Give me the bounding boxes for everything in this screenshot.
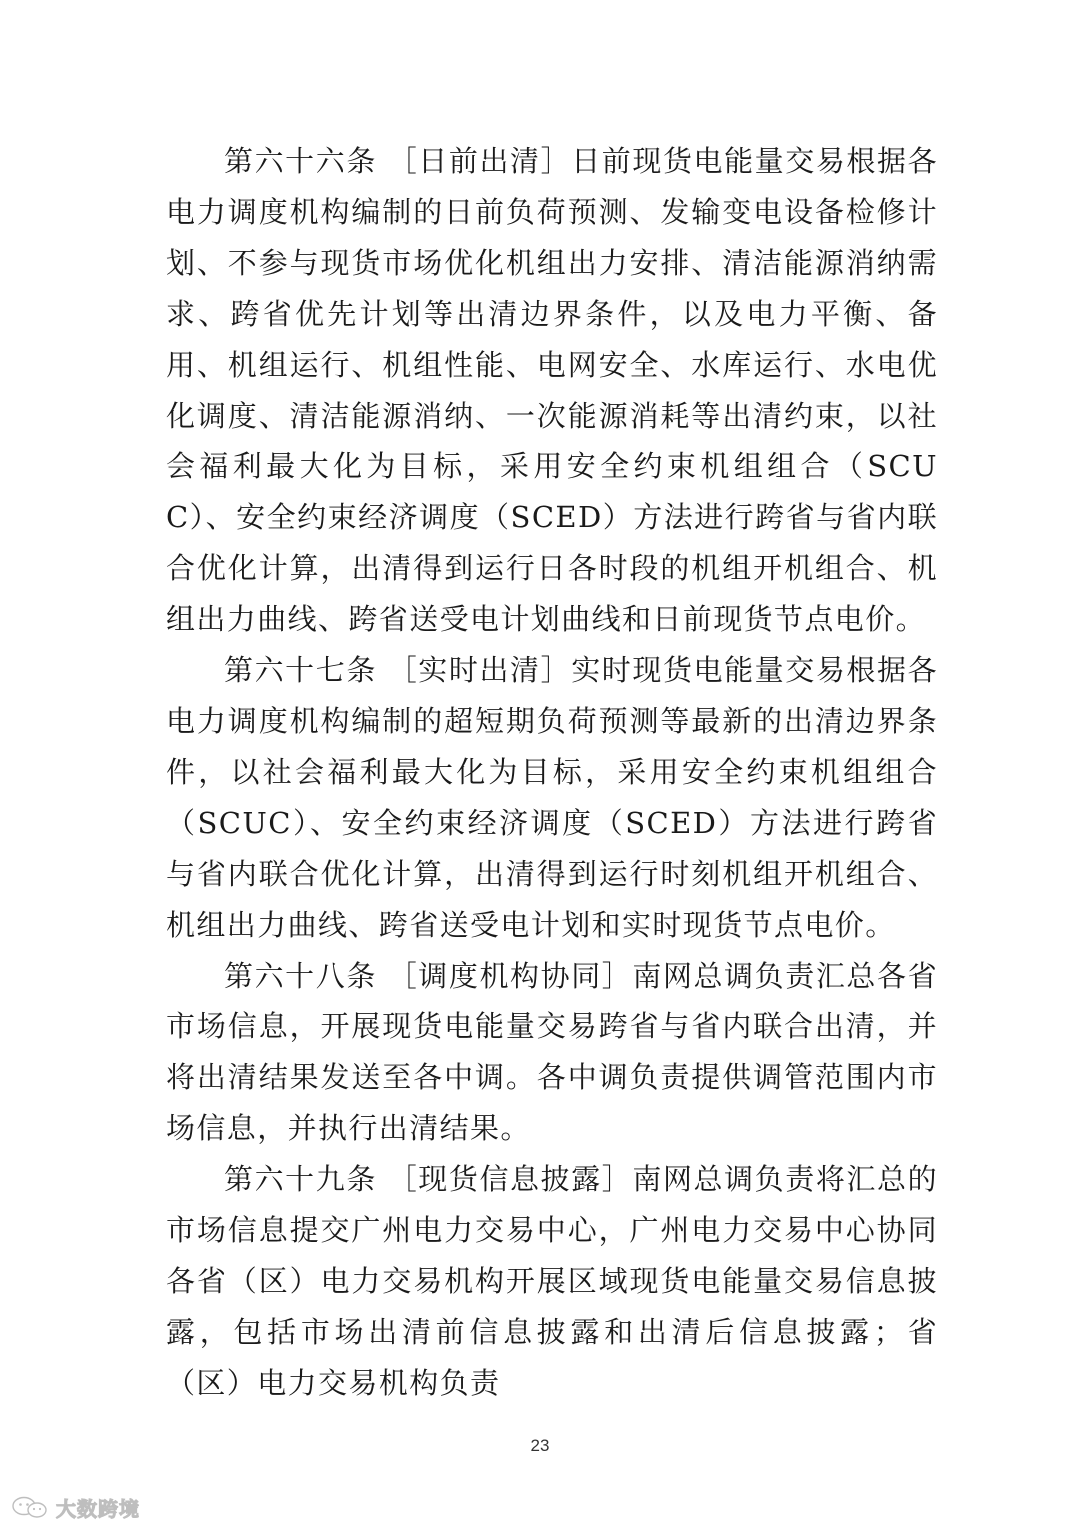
article-body: 南网总调负责汇总各省市场信息，开展现货电能量交易跨省与省内联合出清，并将出清结果发送至各中调。各中调负责提供调管范围内市场信息，并执行出清结果。	[166, 958, 938, 1146]
article-68	[166, 951, 938, 1155]
article-69	[166, 1154, 938, 1409]
article-heading: ［日前出清］	[387, 144, 572, 178]
article-body: 南网总调负责将汇总的市场信息提交广州电力交易中心，广州电力交易中心协同各省（区）电力交易机构开展区域现货电能量交易信息披露，包括市场出清前信息披露和出清后信息披露；省（区）电力交易机构负责	[166, 1162, 938, 1400]
article-number: 第六十九条	[224, 1162, 377, 1197]
article-number: 第六十八条	[224, 958, 377, 993]
watermark	[10, 1492, 140, 1522]
watermark-text: 大数跨境	[56, 1496, 140, 1521]
article-number: 第六十六条	[224, 144, 377, 178]
article-heading: ［实时出清］	[387, 653, 572, 688]
page-number: 23	[530, 1436, 550, 1455]
article-body: 实时现货电能量交易根据各电力调度机构编制的超短期负荷预测等最新的出清边界条件，以社会福利最大化为目标，采用安全约束机组组合（SCUC）、安全约束经济调度（SCED）方法进行跨省与省内联合优化计算，出清得到运行时刻机组开机组合、机组出力曲线、跨省送受电计划和实时现货节点电价。	[166, 653, 938, 942]
article-body: 日前现货电能量交易根据各电力调度机构编制的日前负荷预测、发输变电设备检修计划、不参与现货市场优化机组出力安排、清洁能源消纳需求、跨省优先计划等出清边界条件，以及电力平衡、备用、机组运行、机组性能、电网安全、水库运行、水电优化调度、清洁能源消纳、一次能源消耗等出清约束，以社会福利最大化为目标，采用安全约束机组组合（SCUC）、安全约束经济调度（SCED）方法进行跨省与省内联合优化计算，出清得到运行日各时段的机组开机组合、机组出力曲线、跨省送受电计划曲线和日前现货节点电价。	[166, 144, 938, 637]
article-66	[166, 136, 938, 645]
wechat-logo-icon	[10, 1495, 50, 1519]
article-number: 第六十七条	[224, 653, 377, 688]
document-body	[166, 136, 938, 1409]
article-heading: ［调度机构协同］	[387, 958, 633, 993]
article-67	[166, 645, 938, 950]
article-heading: ［现货信息披露］	[387, 1162, 633, 1197]
